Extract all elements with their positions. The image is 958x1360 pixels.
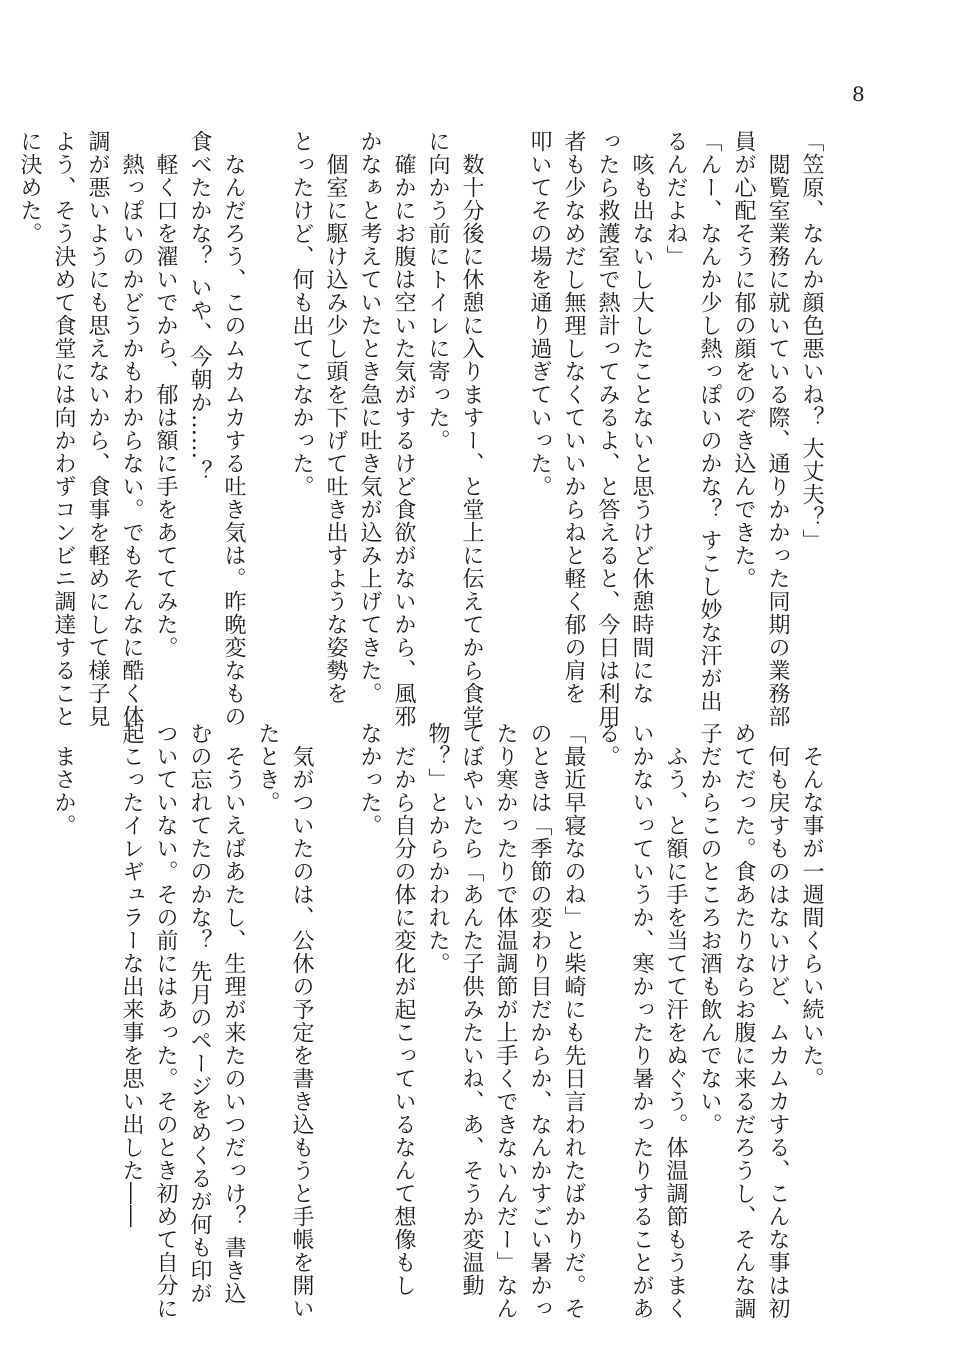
upper-text-line: なんだろう、このムカムカする吐き気は。昨晩変なもの: [221, 130, 246, 728]
lower-text-line: 何も戻すものはないけど、ムカムカする、こんな事は初: [765, 722, 790, 1320]
lower-text-line: 物？」とからかわれた。: [425, 722, 450, 975]
lower-text-line: [80, 722, 114, 1282]
upper-text-line: よう、そう決めて食堂には向かわずコンビニ調達すること: [51, 130, 76, 728]
upper-text-line: 咳も出ないし大したことないと思うけど休憩時間にな: [629, 130, 654, 705]
upper-text-line: 調が悪いようにも思えないから、食事を軽めにして様子見: [85, 130, 110, 728]
lower-text-line: そういえばあたし、生理が来たのいつだっけ？ 書き込: [221, 722, 246, 1305]
upper-text-line: に決めた。: [17, 130, 42, 245]
upper-text-line: [488, 130, 522, 690]
lower-text-line: めてだった。食あたりならお腹に来るだろうし、そんな調: [731, 722, 756, 1320]
upper-text-line: 数十分後に休憩に入りますー、と堂上に伝えてから食堂: [459, 130, 484, 728]
lower-text-line: 子だからこのところお酒も飲んでない。: [697, 722, 722, 1136]
lower-text-line: たり寒かったりで体温調節が上手くできないんだー」なん: [493, 722, 518, 1320]
lower-text-line: だから自分の体に変化が起こっているなんて想像もし: [391, 722, 416, 1297]
upper-text-line: るんだよね」: [663, 130, 688, 268]
lower-text-line: 起こったイレギュラーな出来事を思い出した――: [119, 722, 144, 1228]
upper-text-line: 食べたかな？ いや、今朝か……？: [187, 130, 212, 483]
upper-text-line: 「笠原、なんか顔色悪いね？ 大丈夫？」: [799, 130, 824, 552]
upper-text-line: 軽く口を濯いでから、郁は額に手をあててみた。: [153, 130, 178, 659]
upper-text-line: に向かう前にトイレに寄った。: [425, 130, 450, 452]
upper-text-line: 確かにお腹は空いた気がするけど食欲がないから、風邪: [391, 130, 416, 728]
upper-text-line: 員が心配そうに郁の顔をのぞき込んできた。: [731, 130, 756, 590]
upper-text-line: ったら救護室で熱計ってみるよ、と答えると、今日は利用: [595, 130, 620, 728]
upper-text-line: 叩いてその場を通り過ぎていった。: [527, 130, 552, 498]
upper-text-line: 閲覧室業務に就いている際、通りかかった同期の業務部: [765, 130, 790, 728]
lower-text-block: [46, 722, 828, 1320]
upper-text-line: [250, 130, 284, 690]
upper-text-line: かなぁと考えていたとき急に吐き気が込み上げてきた。: [357, 130, 382, 705]
upper-text-line: 熱っぽいのかどうかもわからない。でもそんなに酷く体: [119, 130, 144, 728]
lower-text-line: そんな事が一週間くらい続いた。: [799, 722, 824, 1090]
upper-text-line: 「んー、なんか少し熱っぽいのかな？ すこし妙な汗が出: [697, 130, 722, 713]
lower-text-line: むの忘れてたのかな？ 先月のページをめくるが何も印が: [187, 722, 212, 1305]
upper-text-line: とったけど、何も出てこなかった。: [289, 130, 314, 498]
lower-text-line: てぼやいたら「あんた子供みたいね、あ、そうか変温動: [459, 722, 484, 1297]
lower-text-line: 「最近早寝なのね」と柴崎にも先日言われたばかりだ。そ: [561, 722, 586, 1320]
upper-text-line: 個室に駆け込み少し頭を下げて吐き出すような姿勢を: [323, 130, 348, 705]
lower-text-line: なかった。: [357, 722, 382, 837]
lower-text-line: のときは「季節の変わり目だからか、なんかすごい暑かっ: [527, 722, 552, 1320]
upper-text-line: 者も少なめだし無理しなくていいからねと軽く郁の肩を: [561, 130, 586, 705]
page-number: 8: [852, 82, 865, 106]
lower-text-line: いかないっていうか、寒かったり暑かったりすることがあ: [629, 722, 654, 1320]
lower-text-line: 気がついたのは、公休の予定を書き込もうと手帳を開い: [289, 722, 314, 1320]
upper-text-block: [12, 130, 828, 728]
lower-text-line: たとき。: [255, 722, 280, 814]
lower-text-line: ふう、と額に手を当てて汗をぬぐう。体温調節もうまく: [663, 722, 688, 1320]
lower-text-line: ついていない。その前にはあった。そのとき初めて自分に: [153, 722, 178, 1320]
lower-text-line: まさか。: [51, 722, 76, 837]
lower-text-line: [318, 722, 352, 1282]
lower-text-line: る。: [595, 722, 620, 768]
